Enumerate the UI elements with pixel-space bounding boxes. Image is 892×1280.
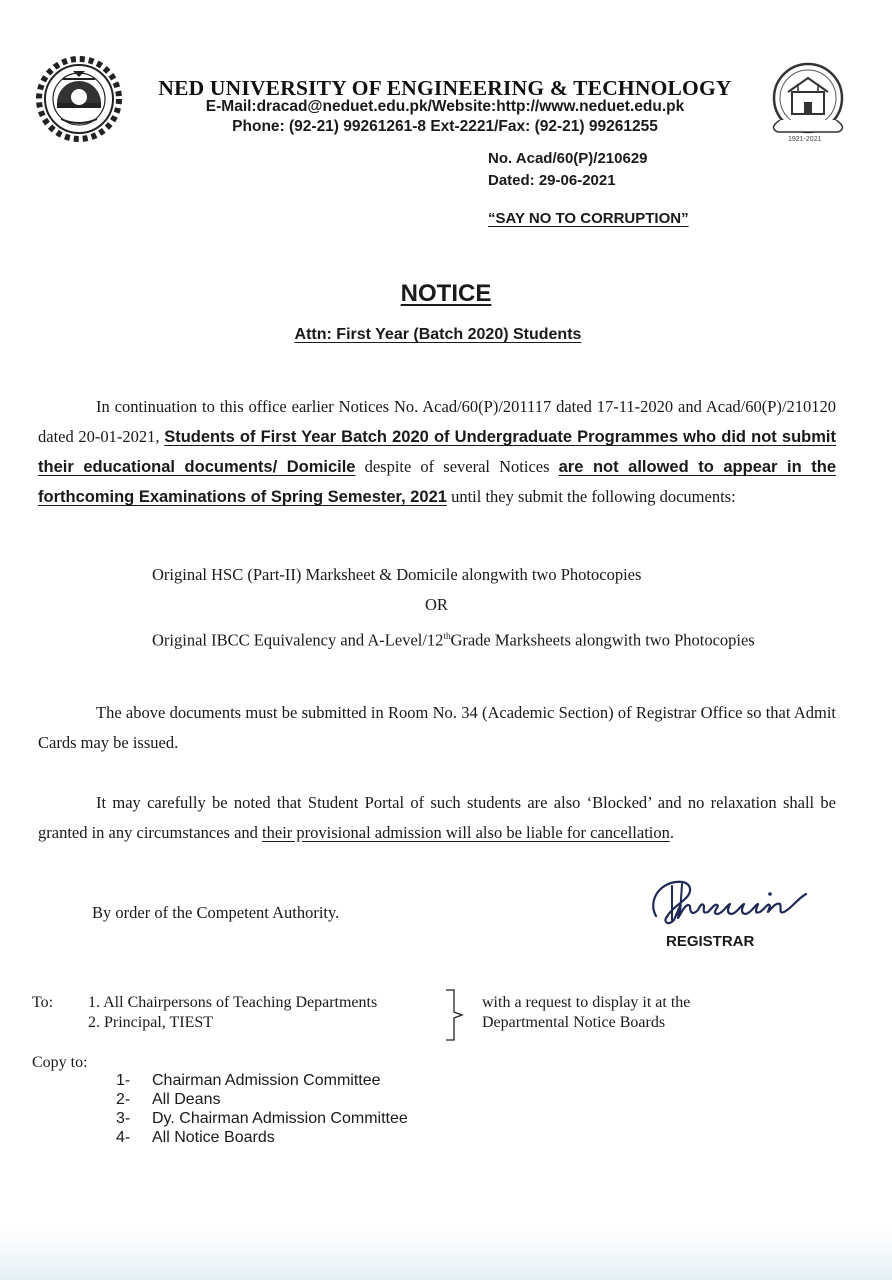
handwritten-signature-icon	[646, 872, 821, 934]
registrar-signature	[646, 872, 821, 934]
notice-title: NOTICE	[400, 280, 492, 307]
to-item: 1. All Chairpersons of Teaching Departments	[88, 994, 378, 1011]
notice-attention-line: Attn: First Year (Batch 2020) Students	[294, 326, 582, 343]
para1-exam-restriction: are not allowed to appear in the forthcoming Examinations of Spring Semester, 2021	[38, 458, 837, 506]
para3-cancellation-warning: their provisional admission will also be liable for cancellation	[262, 823, 670, 842]
tiest-centenary-logo	[762, 58, 854, 148]
copy-item	[116, 1091, 220, 1109]
copy-item-number: 4-	[116, 1129, 131, 1146]
doc2-part-a: Original IBCC Equivalency and A-Level/12	[152, 630, 444, 650]
copy-item-text: Chairman Admission Committee	[152, 1072, 381, 1089]
doc2-part-b: Grade Marksheets alongwith two Photocopies	[450, 630, 755, 650]
university-name: NED UNIVERSITY OF ENGINEERING & TECHNOLOGY	[158, 76, 732, 100]
to-note: with a request to display it at the	[482, 994, 691, 1011]
para2-text: The above documents must be submitted in Room No. 34 (Academic Section) of Registrar Office so that Admit Cards may be issued.	[38, 703, 836, 752]
right-brace-icon	[444, 988, 466, 1042]
document-option-1: Original HSC (Part-II) Marksheet & Domicile alongwith two Photocopies	[152, 565, 642, 584]
to-note: Departmental Notice Boards	[482, 1014, 666, 1031]
document-option-or: OR	[425, 595, 448, 614]
para3-end: .	[669, 823, 674, 842]
copy-item-text: All Deans	[152, 1091, 221, 1108]
notice-paragraph-1	[38, 392, 836, 512]
scan-edge-tint	[0, 1230, 892, 1280]
copy-item	[116, 1110, 408, 1128]
para1-affected-students: Students of First Year Batch 2020 of Undergraduate Programmes who did not submit their educational documents/ Domicile	[38, 428, 836, 476]
notice-paragraph-2	[38, 698, 836, 758]
to-label: To:	[32, 994, 54, 1011]
para1-despite: despite of several Notices	[355, 457, 559, 476]
to-item: 2. Principal, TIEST	[88, 1014, 214, 1031]
anti-corruption-slogan: “SAY NO TO CORRUPTION”	[488, 210, 689, 227]
document-option-2	[152, 625, 812, 652]
reference-number: No. Acad/60(P)/210629	[488, 150, 648, 167]
copy-item-number: 2-	[116, 1091, 131, 1108]
notice-paragraph-3	[38, 788, 836, 848]
reference-date: Dated: 29-06-2021	[488, 172, 616, 189]
copy-item	[116, 1129, 275, 1147]
doc2-superscript: th	[443, 631, 451, 641]
tiest-centenary-seal-icon	[762, 58, 854, 148]
university-email-website: E-Mail:dracad@neduet.edu.pk/Website:http://www.neduet.edu.pk	[205, 98, 685, 115]
copy-item	[116, 1072, 381, 1090]
copy-item-number: 1-	[116, 1072, 131, 1089]
authority-order-line: By order of the Competent Authority.	[92, 903, 340, 922]
para1-intro: In continuation to this office earlier Notices No. Acad/60(P)/201117 dated 17-11-2020 and Acad/60(P)/210120 dated 20-01-2021,	[38, 397, 836, 446]
para1-until: until they submit the following documents:	[446, 487, 736, 506]
copy-item-number: 3-	[116, 1110, 131, 1127]
copy-item-text: All Notice Boards	[152, 1129, 275, 1146]
ned-university-seal-icon	[28, 56, 130, 142]
university-phone-fax: Phone: (92-21) 99261261-8 Ext-2221/Fax: (92-21) 99261255	[232, 118, 658, 135]
copy-to-label: Copy to:	[32, 1054, 88, 1071]
ned-university-logo	[28, 56, 130, 142]
para3-intro: It may carefully be noted that Student Portal of such students are also ‘Blocked’ and no relaxation shall be granted in any circumstances and	[38, 793, 836, 842]
right-logo-years: 1921-2021	[788, 136, 822, 143]
registrar-title: REGISTRAR	[666, 933, 755, 950]
copy-item-text: Dy. Chairman Admission Committee	[152, 1110, 408, 1127]
